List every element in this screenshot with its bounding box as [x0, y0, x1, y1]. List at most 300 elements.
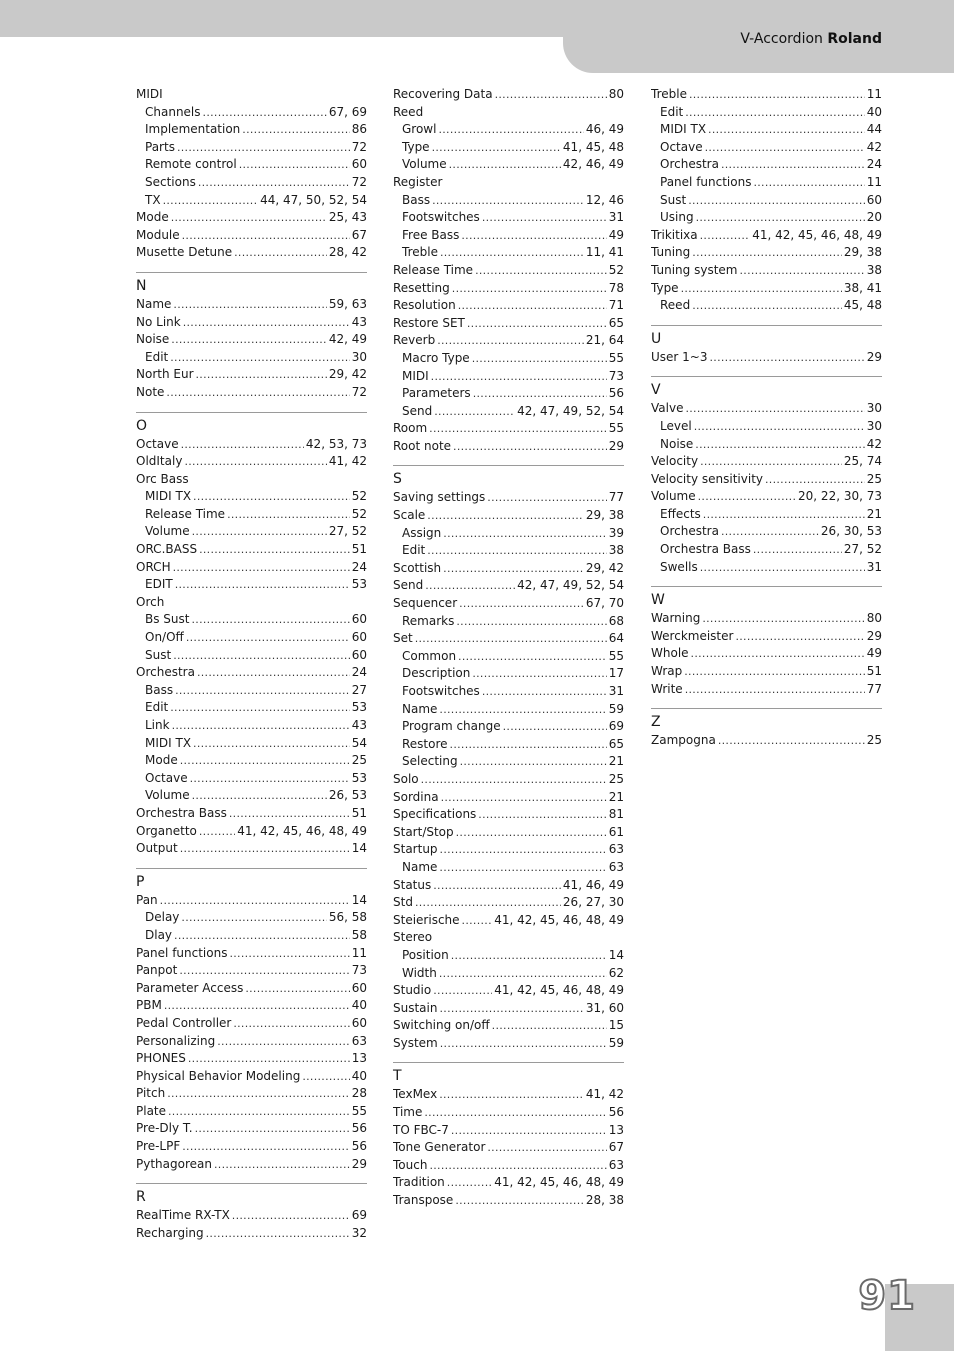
index-entry — [393, 841, 624, 859]
entry-pages: 72 — [351, 139, 367, 154]
entry-pages: 60 — [351, 157, 367, 172]
index-entry — [651, 471, 882, 489]
entry-pages: 43 — [351, 718, 367, 732]
entry-term: Resetting — [393, 280, 450, 295]
index-entry — [136, 296, 367, 314]
dot-leader — [192, 787, 327, 805]
index-entry — [393, 877, 624, 895]
index-entry — [136, 823, 367, 841]
entry-pages: 60 — [866, 192, 882, 207]
dot-leader — [439, 859, 606, 877]
entry-term: Volume — [651, 489, 696, 504]
index-entry — [136, 349, 367, 367]
dot-leader — [492, 1017, 607, 1035]
index-entry — [651, 349, 882, 367]
entry-pages: 54 — [351, 735, 367, 750]
dot-leader — [181, 436, 304, 454]
entry-pages: 28, 42 — [328, 245, 367, 260]
dot-leader — [443, 560, 584, 578]
entry-pages: 52 — [608, 262, 624, 277]
entry-term: Octave — [136, 436, 179, 451]
entry-term: User 1~3 — [651, 349, 708, 364]
entry-term: Write — [651, 681, 683, 696]
dot-leader — [199, 823, 235, 841]
entry-term: MIDI — [136, 87, 163, 101]
dot-leader — [718, 732, 865, 750]
entry-term: Sections — [145, 174, 196, 189]
dot-leader — [233, 1015, 349, 1033]
index-entry — [393, 174, 624, 192]
index-entry — [393, 227, 624, 245]
index-section — [136, 272, 367, 402]
index-entry — [393, 280, 624, 298]
entry-term: Name — [136, 296, 172, 311]
index-entry — [393, 86, 624, 104]
entry-pages: 72 — [351, 174, 367, 189]
index-entry — [393, 368, 624, 386]
dot-leader — [196, 366, 327, 384]
entry-pages: 55 — [351, 1103, 367, 1118]
index-section — [136, 1183, 367, 1242]
entry-pages: 26, 53 — [328, 788, 367, 803]
entry-term: Zampogna — [651, 733, 716, 748]
entry-pages: 24 — [351, 559, 367, 574]
dot-leader — [198, 174, 350, 192]
index-entry — [393, 104, 624, 122]
entry-term: Width — [402, 965, 437, 980]
index-entry — [393, 1086, 624, 1104]
index-entry — [136, 86, 367, 104]
dot-leader — [440, 1035, 607, 1053]
dot-leader — [181, 909, 326, 927]
dot-leader — [182, 227, 350, 245]
dot-leader — [432, 139, 561, 157]
entry-pages: 53 — [351, 577, 367, 592]
dot-leader — [696, 209, 865, 227]
entry-term: Recharging — [136, 1225, 204, 1240]
entry-term: Start/Stop — [393, 824, 454, 839]
index-entry — [393, 894, 624, 912]
entry-term: Werckmeister — [651, 628, 734, 643]
entry-term: Sequencer — [393, 596, 458, 611]
entry-term: EDIT — [145, 577, 173, 592]
dot-leader — [188, 1050, 350, 1068]
entry-term: Edit — [145, 700, 169, 715]
entry-pages: 14 — [351, 892, 367, 907]
dot-leader — [227, 506, 350, 524]
entry-pages: 53 — [351, 700, 367, 715]
entry-term: Scale — [393, 508, 426, 523]
entry-pages: 77 — [608, 490, 624, 505]
index-entry — [651, 488, 882, 506]
index-entry — [393, 982, 624, 1000]
dot-leader — [700, 227, 751, 245]
entry-term: Tuning — [651, 245, 691, 260]
dot-leader — [429, 420, 607, 438]
dot-leader — [190, 770, 350, 788]
entry-term: Pythagorean — [136, 1156, 212, 1171]
index-section — [651, 325, 882, 367]
entry-term: Position — [402, 947, 449, 962]
index-entry — [136, 1207, 367, 1225]
dot-leader — [472, 350, 607, 368]
index-section — [651, 708, 882, 750]
entry-term: Footswitches — [402, 210, 480, 225]
dot-leader — [721, 523, 819, 541]
entry-pages: 51 — [866, 664, 882, 679]
page-number: 91 — [858, 1273, 916, 1319]
entry-term: Level — [660, 418, 692, 433]
index-entry — [651, 453, 882, 471]
entry-pages: 44, 47, 50, 52, 54 — [260, 192, 367, 207]
dot-leader — [753, 541, 842, 559]
entry-term: Volume — [402, 157, 447, 172]
entry-pages: 52 — [351, 489, 367, 504]
entry-term: Orc Bass — [136, 471, 189, 486]
entry-pages: 21 — [608, 754, 624, 769]
index-entry — [393, 1104, 624, 1122]
entry-term: Tuning system — [651, 262, 738, 277]
index-entry — [136, 384, 367, 402]
index-section — [393, 86, 624, 455]
entry-term: Panel functions — [660, 174, 752, 189]
dot-leader — [434, 403, 515, 421]
dot-leader — [765, 471, 865, 489]
entry-pages: 20, 22, 30, 73 — [798, 489, 882, 504]
index-entry — [136, 559, 367, 577]
entry-pages: 55 — [608, 648, 624, 663]
dot-leader — [439, 1086, 584, 1104]
index-section — [651, 376, 882, 576]
dot-leader — [735, 628, 864, 646]
index-entry — [393, 1192, 624, 1210]
index-entry — [136, 892, 367, 910]
entry-term: Macro Type — [402, 350, 470, 365]
index-entry — [651, 262, 882, 280]
dot-leader — [173, 647, 350, 665]
index-entry — [136, 192, 367, 210]
entry-term: Mode — [145, 753, 178, 768]
entry-pages: 14 — [351, 841, 367, 856]
dot-leader — [467, 315, 607, 333]
entry-term: Room — [393, 421, 428, 436]
entry-term: Program change — [402, 719, 501, 734]
entry-term: Orchestra — [136, 665, 195, 680]
dot-leader — [482, 209, 607, 227]
index-entry — [393, 1139, 624, 1157]
dot-leader — [703, 506, 865, 524]
index-entry — [651, 86, 882, 104]
entry-term: Release Time — [393, 262, 474, 277]
dot-leader — [199, 541, 350, 559]
entry-pages: 11 — [866, 87, 882, 101]
index-entry — [136, 945, 367, 963]
entry-term: Mode — [136, 210, 169, 225]
entry-term: Orch — [136, 594, 165, 609]
entry-pages: 29, 38 — [843, 245, 882, 260]
entry-pages: 42 — [866, 139, 882, 154]
index-entry — [136, 121, 367, 139]
entry-pages: 60 — [351, 980, 367, 995]
entry-pages: 68 — [608, 613, 624, 628]
entry-term: ORCH — [136, 559, 171, 574]
index-entry — [393, 753, 624, 771]
entry-pages: 60 — [351, 630, 367, 645]
index-entry — [651, 174, 882, 192]
entry-term: Touch — [393, 1157, 428, 1172]
index-entry — [136, 1015, 367, 1033]
entry-pages: 56 — [608, 386, 624, 401]
entry-pages: 41, 42, 45, 46, 48, 49 — [237, 823, 367, 838]
dot-leader — [695, 436, 864, 454]
entry-pages: 25 — [351, 753, 367, 768]
entry-term: Pitch — [136, 1086, 166, 1101]
entry-pages: 27 — [351, 682, 367, 697]
entry-term: Studio — [393, 983, 432, 998]
index-entry — [136, 331, 367, 349]
index-entry — [136, 488, 367, 506]
index-entry — [136, 787, 367, 805]
index-entry — [136, 227, 367, 245]
index-entry — [136, 506, 367, 524]
entry-term: Trikitixa — [651, 227, 698, 242]
section-letter: R — [136, 1189, 146, 1206]
index-entry — [136, 997, 367, 1015]
entry-term: Warning — [651, 611, 701, 626]
dot-leader — [439, 701, 606, 719]
dot-leader — [431, 368, 607, 386]
entry-term: MIDI TX — [660, 122, 707, 137]
dot-leader — [689, 86, 865, 104]
index-entry — [136, 717, 367, 735]
index-entry — [393, 595, 624, 613]
dot-leader — [461, 227, 606, 245]
dot-leader — [456, 613, 606, 631]
dot-leader — [432, 192, 584, 210]
entry-term: Type — [402, 139, 430, 154]
product-name: V-Accordion — [740, 31, 823, 47]
index-entry — [136, 1156, 367, 1174]
entry-term: Reed — [393, 104, 424, 119]
entry-term: TO FBC-7 — [393, 1122, 449, 1137]
index-entry — [393, 965, 624, 983]
entry-term: Pedal Controller — [136, 1015, 232, 1030]
entry-pages: 30 — [351, 349, 367, 364]
entry-term: ORC.BASS — [136, 542, 198, 557]
index-column-1 — [136, 86, 367, 1242]
dot-leader — [440, 841, 607, 859]
index-entry — [136, 436, 367, 454]
index-entry — [393, 315, 624, 333]
dot-leader — [186, 629, 350, 647]
entry-pages: 62 — [608, 965, 624, 980]
entry-term: Name — [402, 859, 438, 874]
section-letter: W — [651, 592, 665, 609]
entry-pages: 69 — [608, 719, 624, 734]
dot-leader — [710, 349, 865, 367]
entry-pages: 42, 49 — [328, 332, 367, 347]
entry-term: Parts — [145, 139, 175, 154]
entry-pages: 52 — [351, 506, 367, 521]
entry-pages: 53 — [351, 770, 367, 785]
entry-term: Root note — [393, 438, 452, 453]
entry-term: Type — [651, 280, 679, 295]
index-entry — [393, 385, 624, 403]
dot-leader — [451, 947, 607, 965]
entry-pages: 38 — [866, 262, 882, 277]
index-entry — [393, 244, 624, 262]
entry-term: Edit — [402, 543, 426, 558]
entry-term: Parameters — [402, 386, 471, 401]
dot-leader — [192, 523, 327, 541]
index-entry — [651, 559, 882, 577]
entry-pages: 63 — [351, 1033, 367, 1048]
entry-pages: 42, 47, 49, 52, 54 — [517, 578, 624, 593]
dot-leader — [175, 682, 350, 700]
entry-pages: 25, 74 — [843, 454, 882, 469]
dot-leader — [302, 1068, 349, 1086]
index-entry — [651, 121, 882, 139]
index-entry — [393, 648, 624, 666]
entry-term: Implementation — [145, 122, 241, 137]
entry-pages: 56, 58 — [328, 910, 367, 925]
dot-leader — [694, 418, 865, 436]
entry-pages: 13 — [351, 1051, 367, 1066]
entry-pages: 29, 38 — [585, 508, 624, 523]
entry-term: Edit — [145, 349, 169, 364]
entry-term: Growl — [402, 122, 437, 137]
entry-term: Name — [402, 701, 438, 716]
dot-leader — [415, 630, 607, 648]
index-entry — [651, 418, 882, 436]
entry-term: Time — [393, 1105, 423, 1120]
dot-leader — [195, 1120, 350, 1138]
entry-pages: 24 — [351, 665, 367, 680]
dot-leader — [456, 824, 607, 842]
dot-leader — [171, 331, 327, 349]
dot-leader — [684, 663, 864, 681]
brand-name: Roland — [827, 31, 882, 47]
index-entry — [393, 665, 624, 683]
dot-leader — [452, 280, 607, 298]
entry-term: Description — [402, 666, 471, 681]
entry-pages: 21, 64 — [585, 333, 624, 348]
entry-pages: 41, 46, 49 — [562, 877, 624, 892]
entry-term: Recovering Data — [393, 87, 493, 101]
index-entry — [136, 647, 367, 665]
dot-leader — [441, 789, 607, 807]
index-entry — [651, 436, 882, 454]
entry-term: Remote control — [145, 157, 237, 172]
entry-term: Release Time — [145, 506, 226, 521]
entry-pages: 29, 42 — [585, 560, 624, 575]
index-entry — [136, 682, 367, 700]
entry-pages: 56 — [351, 1121, 367, 1136]
dot-leader — [458, 648, 607, 666]
index-section — [393, 465, 624, 1052]
index-entry — [651, 628, 882, 646]
entry-pages: 65 — [608, 736, 624, 751]
entry-term: Pre-LPF — [136, 1139, 181, 1154]
index-entry — [651, 610, 882, 628]
dot-leader — [421, 771, 607, 789]
entry-term: Startup — [393, 842, 438, 857]
index-entry — [136, 366, 367, 384]
entry-pages: 28, 38 — [585, 1193, 624, 1208]
dot-leader — [451, 1122, 607, 1140]
entry-term: Valve — [651, 401, 684, 416]
index-entry — [393, 718, 624, 736]
index-entry — [136, 629, 367, 647]
index-entry — [651, 244, 882, 262]
entry-pages: 38, 41 — [843, 280, 882, 295]
dot-leader — [453, 438, 607, 456]
entry-term: Tradition — [393, 1175, 445, 1190]
dot-leader — [433, 877, 561, 895]
index-entry — [651, 732, 882, 750]
dot-leader — [482, 683, 607, 701]
index-entry — [651, 139, 882, 157]
entry-pages: 67 — [608, 1140, 624, 1155]
dot-leader — [700, 559, 865, 577]
entry-term: Channels — [145, 104, 201, 119]
entry-term: Assign — [402, 525, 442, 540]
entry-pages: 63 — [608, 1157, 624, 1172]
dot-leader — [229, 805, 350, 823]
dot-leader — [702, 610, 864, 628]
entry-pages: 80 — [608, 87, 624, 101]
entry-term: Sordina — [393, 789, 439, 804]
entry-term: Module — [136, 227, 180, 242]
dot-leader — [700, 453, 842, 471]
entry-term: Common — [402, 648, 457, 663]
entry-pages: 39 — [608, 525, 624, 540]
index-entry — [393, 139, 624, 157]
entry-term: Note — [136, 384, 165, 399]
index-section — [136, 412, 367, 858]
index-entry — [651, 192, 882, 210]
index-entry — [136, 1033, 367, 1051]
entry-pages: 26, 30, 53 — [820, 524, 882, 539]
dot-leader — [193, 488, 350, 506]
dot-leader — [175, 576, 350, 594]
index-entry — [393, 771, 624, 789]
dot-leader — [424, 1104, 606, 1122]
entry-term: Edit — [660, 104, 684, 119]
dot-leader — [685, 400, 864, 418]
dot-leader — [449, 156, 561, 174]
entry-term: Orchestra — [660, 157, 719, 172]
entry-term: Volume — [145, 788, 190, 803]
entry-pages: 56 — [608, 1105, 624, 1120]
entry-term: System — [393, 1035, 438, 1050]
index-entry — [651, 297, 882, 315]
section-letter: P — [136, 873, 145, 890]
entry-term: Panel functions — [136, 945, 228, 960]
entry-term: Volume — [145, 524, 190, 539]
index-entry — [651, 280, 882, 298]
index-entry — [651, 523, 882, 541]
entry-term: Free Bass — [402, 227, 460, 242]
entry-pages: 41, 42, 45, 46, 48, 49 — [494, 912, 624, 927]
dot-leader — [753, 174, 864, 192]
entry-term: Send — [393, 578, 424, 593]
entry-term: Status — [393, 877, 432, 892]
entry-term: MIDI TX — [145, 489, 192, 504]
dot-leader — [179, 962, 349, 980]
entry-pages: 59 — [608, 701, 624, 716]
index-entry — [136, 314, 367, 332]
